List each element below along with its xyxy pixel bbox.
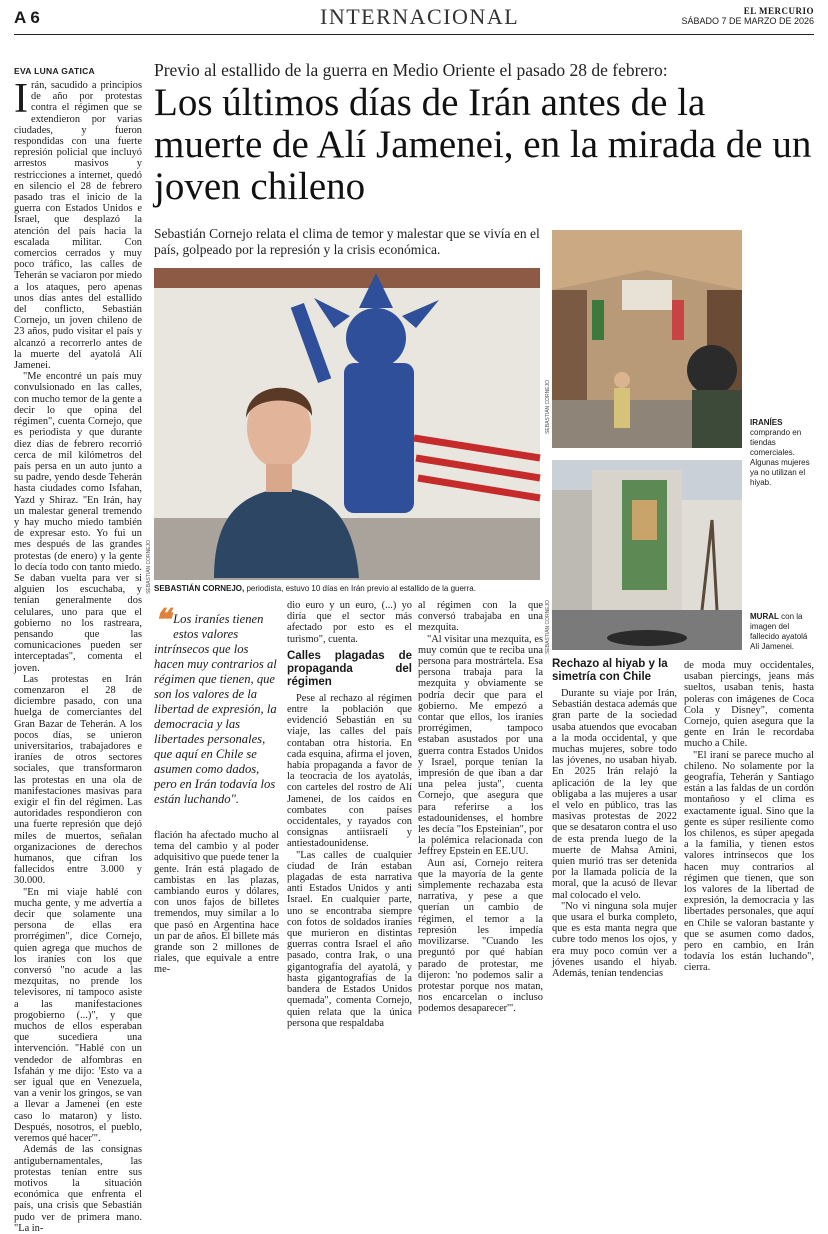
pull-quote [154, 604, 279, 807]
paragraph: "Me encontré un país muy convulsionado en las calles, con mucho temor de la gente a decir lo que opina del régimen", cuenta Cornejo, que es periodista y que durante diez días de febrero recorrió cerca de mil kilómetros del país persa en un auto junto a su padre, yendo desde Teherán hasta ciudades como Isfahan, Yazd y Shiraz. "En Irán, hay un malestar general tremendo y hay mucho miedo también de expresar esto. Yo fui un mes después de las grandes protestas (de enero) y la gente lo decía todo con tanto miedo. Se daban vuelta para ver si alguien los escuchaba, y tenían generalmente dos celulares, uno para que el gobierno no los rastreara, pensando que las comunicaciones pueden ser interceptadas", comenta el joven. [14, 371, 142, 674]
paragraph: Aun así, Cornejo reitera que la mayoría de la gente simplemente rechazaba esta narrativa, y pese a que querían un cambio de régimen, el temor a la represión les impedía movilizarse. "Cuando les preguntó por qué habían parado de protestar, me dijeron: 'no podemos salir a protestar porque nos matan, nos encarcelan o incluso podemos desaparecer'". [418, 857, 543, 1015]
page-number: A 6 [14, 8, 40, 27]
bazaar-caption [750, 418, 814, 488]
photo-mural-building [552, 460, 742, 650]
column-1 [14, 76, 142, 1234]
paragraph: al régimen con la que conversó trabajaba en una mezquita. [418, 600, 543, 634]
column-5 [552, 688, 677, 980]
subtitle: Calles plagadas de propaganda del régimen [287, 649, 412, 688]
paragraph: dio euro y un euro, (...) yo diría que el sector más afectado por esto es el turismo", cuenta. [287, 600, 412, 645]
photo-bazaar [552, 230, 742, 448]
paragraph: Pese al rechazo al régimen entre la población que evidenció Sebastián en su viaje, las calles del país contaban otra historia. En cada esquina, afirma el joven, había propaganda a favor de la teocracia de los ayatolás, con carteles del rostro de Alí Jamenei, de los caídos en combates con países occidentales, y rayados con consignas antiisraelí y antiestadounidense. [287, 692, 412, 850]
headline: Los últimos días de Irán antes de la muerte de Alí Jamenei, en la mirada de un joven chileno [154, 81, 812, 208]
bazaar-photo [552, 230, 742, 448]
paragraph: "No vi ninguna sola mujer que usara el burka completo, que es esta manta negra que cubre todo menos los ojos, y era muy poco común ver a jóvenes usando el hiyab. Además, tenían tendencias [552, 900, 677, 980]
paragraph: rán, sacudido a principios de año por protestas contra el régimen que se extendieron por varias ciudades, y fueron respondidas con una fuerte represión policial que incluyó arrestos masivos y restricciones a internet, quedó en silencio el 28 de febrero pasado tras el inicio de la guerra con Estados Unidos e Israel, que desplazó la atención del país hacia la escalada militar. Con comercios cerrados y muy poco tráfico, las calles de Teherán se vaciaron por miedo a los ataques, pero apenas unos días antes del estallido del conflicto, Sebastián Cornejo, un joven chileno de 23 años, pudo visitar el país y alcanzó a recorrerlo antes de la muerte del ayatolá Alí Jamenei. [14, 80, 142, 372]
main-photo [154, 268, 540, 580]
photo-credit: SEBASTIÁN CORNEJO [545, 380, 551, 434]
newspaper-name: EL MERCURIO [743, 6, 814, 16]
column-3 [287, 600, 412, 1029]
caption-label: MURAL [750, 612, 779, 621]
paragraph: "En mi viaje hablé con mucha gente, y me advertía a decir que solamente una persona de ellas era prorrégimen", dice Cornejo, quien agrega que muchos de los iraníes con los que conversó "no acude a las mezquitas, no prende los televisores, ni tampoco asiste a las manifestaciones progobierno (...)", y que muchos de ellos esperaban que sucediera una intervención. "Hablé con un vendedor de alfombras en Isfahán y me dijo: 'Esto va a ser igual que en Venezuela, van a venir los gringos, se van a llevar a Jamenei (en este caso lo mataron) y listo. Después, nosotros, el pueblo, veremos qué hacer'". [14, 886, 142, 1145]
column-2 [154, 830, 279, 976]
photo-mural-statue-of-liberty [154, 268, 540, 580]
paragraph: "Al visitar una mezquita, es muy común que te reciba una persona para mostrártela. Esa persona trabaja para la mezquita y obviamente se podría decir que para el gobierno. Me empezó a contar que ellos, los iraníes prorrégimen, tampoco estaban asustados por una guerra contra Estados Unidos y Israel, porque tenían la impresión de que iban a dar una pelea justa", cuenta Cornejo, que asegura que para referirse a los estadounidenses, el hombre les decía "los Epsteinian", por la polémica relacionada con Jeffrey Epstein en EE.UU. [418, 633, 543, 858]
caption-text: con la imagen del fallecido ayatolá Alí Jamenei. [750, 612, 808, 651]
mural-photo [552, 460, 742, 650]
photo-credit: SEBASTIÁN CORNEJO [146, 540, 152, 594]
paragraph: de moda muy occidentales, usaban piercings, jeans más sueltos, usaban tenis, hasta poleras con imágenes de Coca Cola y Disney", comenta Cornejo, quien asegura que la gente en Irán le recordaba mucho a Chile. [684, 660, 814, 750]
caption-label: IRANÍES [750, 418, 783, 427]
caption-name: SEBASTIÁN CORNEJO, [154, 584, 245, 593]
caption-text: periodista, estuvo 10 días en Irán previo al estallido de la guerra. [244, 584, 476, 593]
subtitle: Rechazo al hiyab y la simetría con Chile [552, 658, 668, 683]
paragraph: flación ha afectado mucho al tema del cambio y al poder adquisitivo que puede tener la gente. Irán está plagado de cambistas en las plazas, cambiando euros y dólares, con unos fajos de billetes tremendos, muy similar a lo que pasó en Argentina hace un par de años. El billete más grande son 2 millones de riales, que equivale a entre me- [154, 830, 279, 976]
byline: EVA LUNA GATICA [14, 66, 95, 76]
subhead: Sebastián Cornejo relata el clima de temor y malestar que se vivía en el país, golpeado por la represión y la crisis económica. [154, 226, 540, 257]
section-title: INTERNACIONAL [320, 4, 520, 29]
paragraph: Las protestas en Irán comenzaron el 28 de diciembre pasado, con una huelga de comerciantes del Gran Bazar de Teherán. A los pocos días, se unieron universitarios, trabajadores e iraníes de otros sectores sociales, que transformaron las protestas en una ola de manifestaciones masivas para exigir el fin del régimen. Las autoridades respondieron con una fuerte represión que dejó miles de muertos, señalan organizaciones de derechos humanos, que cifran los fallecidos entre 3.000 y 30.000. [14, 673, 142, 887]
photo-credit: SEBASTIÁN CORNEJO [545, 600, 551, 654]
column-6 [684, 660, 814, 974]
column-4 [418, 600, 543, 1015]
paragraph: "El iraní se parece mucho al chileno. No solamente por la geografía, Teherán y Santiago están a las faldas de un cordón montañoso y el clima es exactamente igual. Sino que la gente es súper resiliente como los chilenos, es súper apegada a la familia, y tienen estos valores intrínsecos que los hacen muy contrarios al régimen que tienen, que son los valores de la libertad de expresión, la democracia y las libertades personales, que aquí en Chile se valoran bastante y que se asumen como dados, pero en cambio, en Irán todavía los están luchando", cierra. [684, 749, 814, 974]
quote-mark-icon: ❝ [154, 604, 171, 637]
mural-caption [750, 612, 814, 652]
kicker: Previo al estallido de la guerra en Medio Oriente el pasado 28 de febrero: [154, 60, 668, 80]
issue-date: SÁBADO 7 DE MARZO DE 2026 [681, 16, 814, 26]
paragraph: Durante su viaje por Irán, Sebastián destaca además que gran parte de la sociedad usaba atuendos que evocaban a la moda occidental, y que muchas mujeres, sobre todo las jóvenes, no usaban hiyab. En 2025 Irán relajó la aplicación de la ley que obligaba a las mujeres a usar el velo en público, tras las masivas protestas de 2022 que se desataron contra el uso de esta prenda luego de la muerte de Mahsa Amini, quien murió tras ser detenida por la llamada policía de la moral, que la acusó de llevar mal colocado el velo. [552, 688, 677, 901]
paragraph: "Las calles de cualquier ciudad de Irán estaban plagadas de esta narrativa anti Estados Unidos y anti Israel. En cualquier parte, uno se encontraba siempre con fotos de soldados iraníes que murieron en distintas guerras contra Israel el año pasado, contra Irak, o una gigantografía del ayatolá, y hasta gigantografías de la bandera de Estados Unidos quemada", comenta Cornejo, quien relata que la única persona que respaldaba [287, 849, 412, 1029]
paragraph: Además de las consignas antigubernamentales, las protestas tenían entre sus motivos la situación económica que enfrenta el país, una crisis que Sebastián pudo ver de primera mano. "La in- [14, 1144, 142, 1234]
drop-cap: I [14, 76, 28, 122]
masthead [681, 6, 814, 26]
main-photo-caption [154, 584, 476, 593]
quote-text: Los iraníes tienen estos valores intrínsecos que los hacen muy contrarios al régimen que tienen, que son los valores de la libertad de expresión, la democracia y las libertades personales, que aquí en Chile se asumen como dados, pero en Irán todavía los están luchando". [154, 612, 277, 806]
header-rule [14, 34, 814, 35]
caption-text: comprando en tiendas comerciales. Algunas mujeres ya no utilizan el hiyab. [750, 428, 810, 487]
